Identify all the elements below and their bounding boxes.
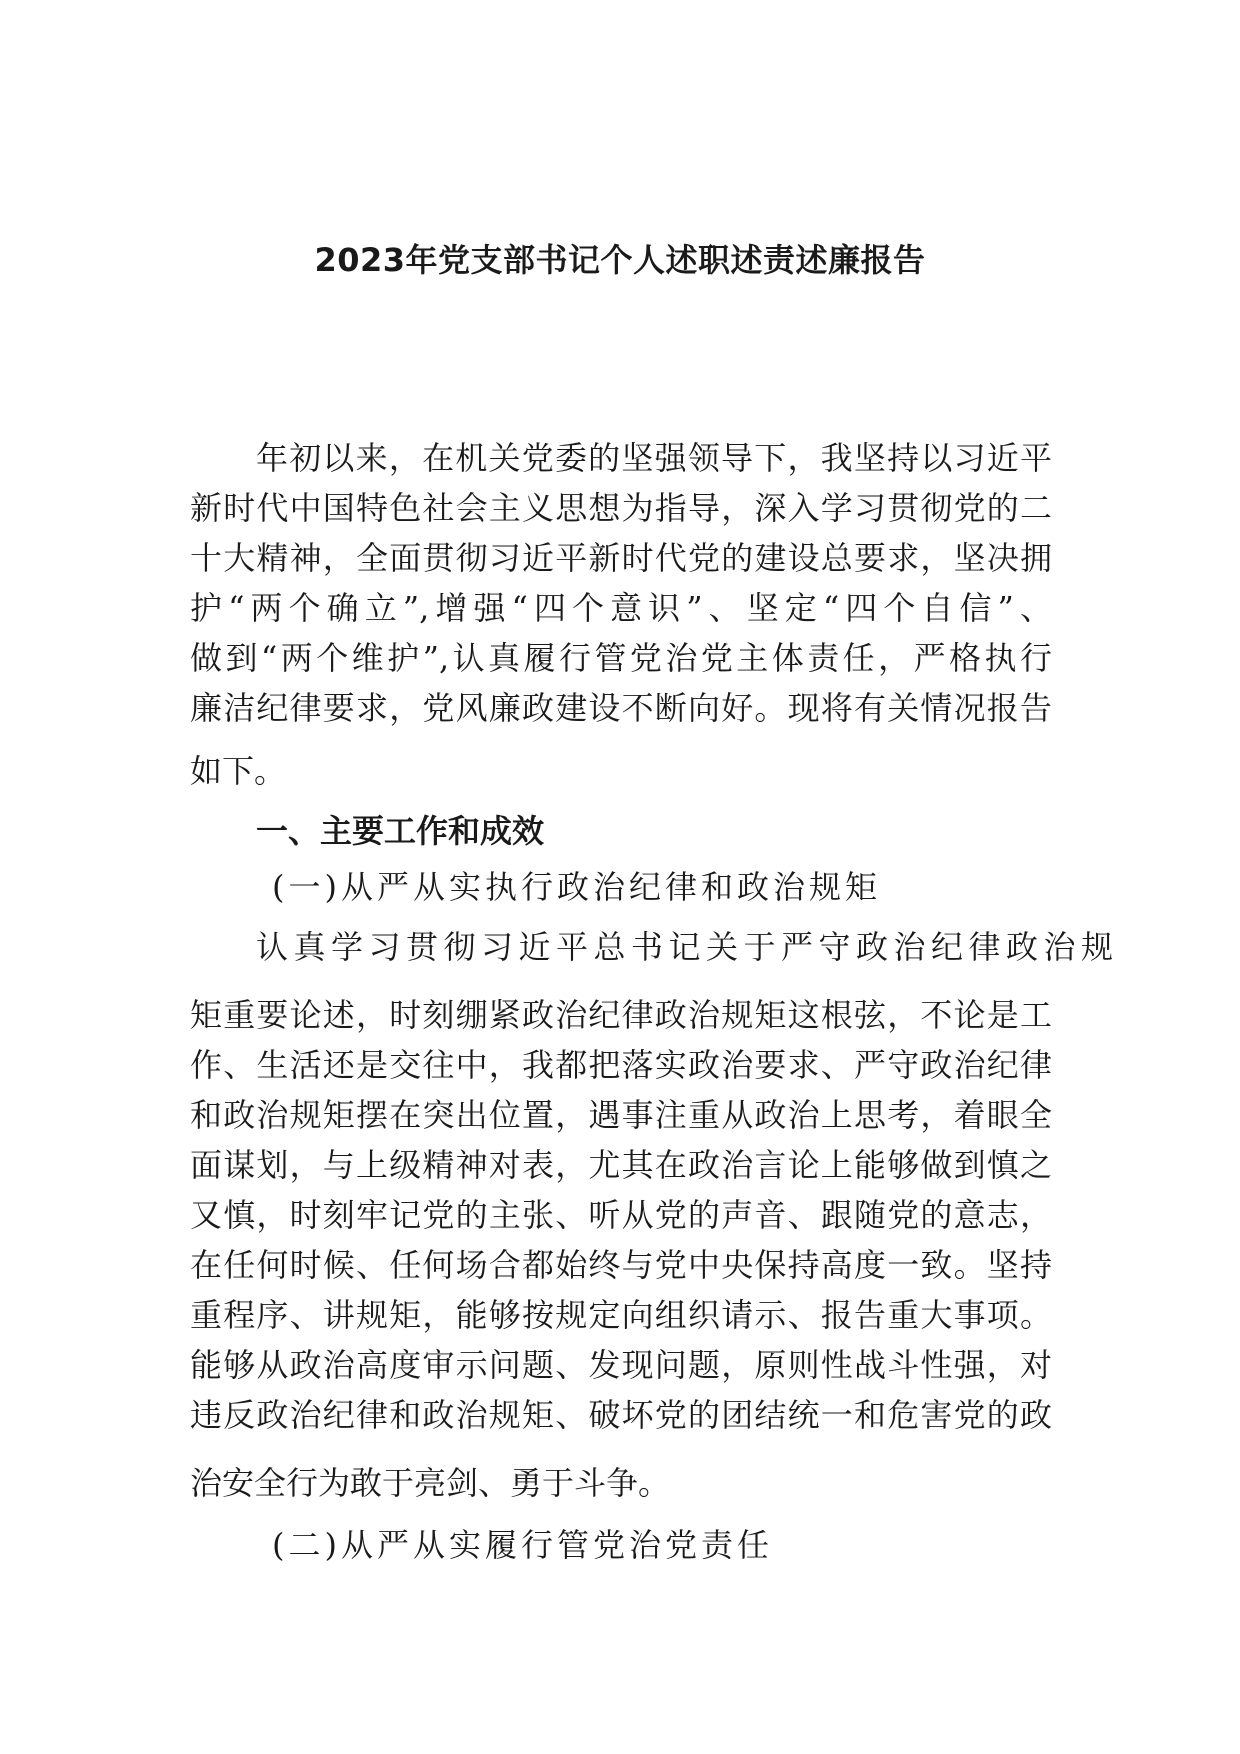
subsection1-line-9: 能够从政治高度审示问题、发现问题，原则性战斗性强，对	[190, 1346, 1052, 1384]
subsection1-line-11: 治安全行为敢于亮剑、勇于斗争。	[190, 1464, 671, 1502]
subsection-heading-1: (一)从严从实执行政治纪律和政治规矩	[272, 868, 881, 906]
subsection1-line-10: 违反政治纪律和政治规矩、破坏党的团结统一和危害党的政	[190, 1396, 1052, 1434]
subsection1-line-2: 矩重要论述，时刻绷紧政治纪律政治规矩这根弦，不论是工	[190, 996, 1052, 1034]
subsection1-line-7: 在任何时候、任何场合都始终与党中央保持高度一致。坚持	[190, 1246, 1052, 1284]
subsection1-line-3: 作、生活还是交往中，我都把落实政治要求、严守政治纪律	[190, 1046, 1052, 1084]
subsection1-line-5: 面谋划，与上级精神对表，尤其在政治言论上能够做到慎之	[190, 1146, 1052, 1184]
intro-line-3: 十大精神，全面贯彻习近平新时代党的建设总要求，坚决拥	[190, 539, 1052, 577]
intro-line-6: 廉洁纪律要求，党风廉政建设不断向好。现将有关情况报告	[190, 689, 1052, 727]
document-title: 2023年党支部书记个人述职述责述廉报告	[314, 241, 926, 279]
subsection1-line-6: 又慎，时刻牢记党的主张、听从党的声音、跟随党的意志，	[190, 1196, 1052, 1234]
intro-line-2: 新时代中国特色社会主义思想为指导，深入学习贯彻党的二	[190, 489, 1052, 527]
intro-line-1: 年初以来，在机关党委的坚强领导下，我坚持以习近平	[256, 439, 1052, 477]
intro-line-4: 护“两个确立”,增强“四个意识”、坚定“四个自信”、	[190, 589, 1052, 627]
section-heading-main-work: 一、主要工作和成效	[256, 812, 545, 850]
intro-line-7: 如下。	[190, 752, 287, 790]
subsection1-line-4: 和政治规矩摆在突出位置，遇事注重从政治上思考，着眼全	[190, 1096, 1052, 1134]
subsection1-line-1: 认真学习贯彻习近平总书记关于严守政治纪律政治规	[256, 928, 1119, 966]
intro-line-5: 做到“两个维护”,认真履行管党治党主体责任，严格执行	[190, 639, 1052, 677]
subsection-heading-2: (二)从严从实履行管党治党责任	[272, 1526, 773, 1564]
subsection1-line-8: 重程序、讲规矩，能够按规定向组织请示、报告重大事项。	[190, 1296, 1052, 1334]
